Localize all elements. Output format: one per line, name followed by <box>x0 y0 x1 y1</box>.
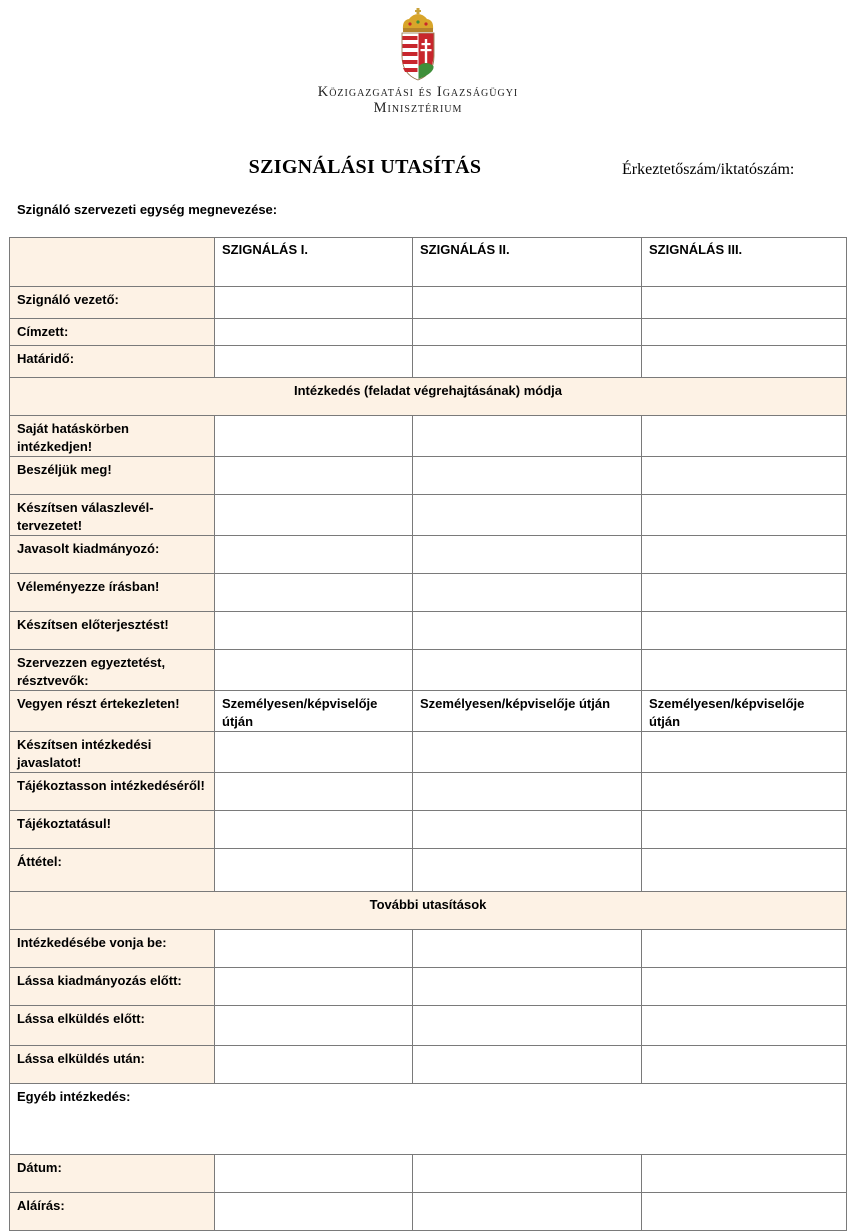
form-cell[interactable] <box>215 968 413 1006</box>
document-title: SZIGNÁLÁSI UTASÍTÁS <box>248 156 482 178</box>
form-cell[interactable] <box>215 416 413 457</box>
form-cell[interactable] <box>413 287 642 319</box>
coat-of-arms-logo <box>398 8 438 82</box>
form-cell[interactable] <box>642 612 847 650</box>
form-row <box>10 1046 847 1084</box>
row-label: Tájékoztasson intézkedéséről! <box>10 773 215 811</box>
form-cell[interactable] <box>413 968 642 1006</box>
form-cell[interactable] <box>413 346 642 378</box>
ministry-name <box>240 84 596 116</box>
form-cell[interactable] <box>642 416 847 457</box>
row-label: Szignáló vezető: <box>10 287 215 319</box>
row-label: Dátum: <box>10 1155 215 1193</box>
form-row <box>10 536 847 574</box>
form-cell[interactable] <box>413 319 642 346</box>
row-label: Határidő: <box>10 346 215 378</box>
section-heading-action-mode: Intézkedés (feladat végrehajtásának) módja <box>10 378 847 416</box>
form-row <box>10 416 847 457</box>
form-cell[interactable] <box>215 650 413 691</box>
form-cell[interactable] <box>642 1006 847 1046</box>
form-cell[interactable] <box>642 650 847 691</box>
form-cell[interactable] <box>413 1046 642 1084</box>
row-label: Intézkedésébe vonja be: <box>10 930 215 968</box>
registration-number-label: Érkeztetőszám/iktatószám: <box>622 161 795 178</box>
form-cell[interactable] <box>413 612 642 650</box>
form-cell[interactable] <box>413 495 642 536</box>
form-cell[interactable] <box>215 732 413 773</box>
form-header-row <box>10 238 847 287</box>
form-cell[interactable] <box>215 612 413 650</box>
form-row <box>10 732 847 773</box>
ministry-name-line1: Közigazgatási és Igazságügyi <box>317 84 519 100</box>
form-row <box>10 1193 847 1231</box>
form-cell[interactable] <box>642 319 847 346</box>
form-cell[interactable] <box>642 773 847 811</box>
row-label: Készítsen válaszlevél-tervezetet! <box>10 495 215 536</box>
form-cell[interactable] <box>642 1046 847 1084</box>
form-row <box>10 346 847 378</box>
section-row <box>10 892 847 930</box>
row-label: Lássa kiadmányozás előtt: <box>10 968 215 1006</box>
form-cell[interactable] <box>413 811 642 849</box>
form-cell[interactable] <box>215 346 413 378</box>
form-cell[interactable] <box>642 346 847 378</box>
form-row <box>10 319 847 346</box>
form-cell[interactable] <box>413 732 642 773</box>
row-label: Aláírás: <box>10 1193 215 1231</box>
signature-cell[interactable] <box>413 1193 642 1231</box>
form-row <box>10 1155 847 1193</box>
crown-icon <box>403 8 433 32</box>
row-label: Lássa elküldés után: <box>10 1046 215 1084</box>
shield-icon <box>402 33 434 80</box>
form-row <box>10 287 847 319</box>
row-label: Áttétel: <box>10 849 215 892</box>
form-row <box>10 1006 847 1046</box>
form-cell[interactable] <box>215 574 413 612</box>
form-row <box>10 457 847 495</box>
date-cell[interactable] <box>413 1155 642 1193</box>
form-cell[interactable] <box>215 1006 413 1046</box>
row-label: Vegyen részt értekezleten! <box>10 691 215 732</box>
form-cell[interactable] <box>215 287 413 319</box>
form-cell[interactable] <box>642 495 847 536</box>
form-cell[interactable] <box>642 732 847 773</box>
form-row <box>10 968 847 1006</box>
form-cell[interactable] <box>413 1006 642 1046</box>
column-header-2: SZIGNÁLÁS II. <box>413 238 642 287</box>
form-cell[interactable] <box>413 650 642 691</box>
form-row <box>10 495 847 536</box>
row-label: Tájékoztatásul! <box>10 811 215 849</box>
meeting-option-3[interactable]: Személyesen/képviselője útján <box>642 691 847 732</box>
row-label: Készítsen intézkedési javaslatot! <box>10 732 215 773</box>
form-cell[interactable] <box>215 773 413 811</box>
form-row <box>10 612 847 650</box>
form-cell[interactable] <box>215 319 413 346</box>
form-cell[interactable] <box>413 416 642 457</box>
form-cell[interactable] <box>413 457 642 495</box>
form-cell[interactable] <box>642 849 847 892</box>
form-cell[interactable] <box>413 536 642 574</box>
other-action-row <box>10 1084 847 1155</box>
column-header-1: SZIGNÁLÁS I. <box>215 238 413 287</box>
form-cell[interactable] <box>215 849 413 892</box>
ministry-name-line2: Minisztérium <box>373 100 463 116</box>
row-label: Beszéljük meg! <box>10 457 215 495</box>
header-corner-cell <box>10 238 215 287</box>
form-row <box>10 811 847 849</box>
form-row <box>10 849 847 892</box>
form-row <box>10 691 847 732</box>
form-cell[interactable] <box>215 495 413 536</box>
form-cell[interactable] <box>215 1046 413 1084</box>
form-cell[interactable] <box>642 536 847 574</box>
form-cell[interactable] <box>642 287 847 319</box>
section-row <box>10 378 847 416</box>
form-cell[interactable] <box>642 968 847 1006</box>
form-cell[interactable] <box>215 536 413 574</box>
form-cell[interactable] <box>215 811 413 849</box>
other-action-field[interactable]: Egyéb intézkedés: <box>10 1084 847 1155</box>
date-cell[interactable] <box>215 1155 413 1193</box>
assigning-unit-label: Szignáló szervezeti egység megnevezése: <box>17 202 278 217</box>
form-cell[interactable] <box>642 457 847 495</box>
assignment-form-table <box>9 237 847 1231</box>
form-cell[interactable] <box>642 574 847 612</box>
meeting-option-1[interactable]: Személyesen/képviselője útján <box>215 691 413 732</box>
row-label: Készítsen előterjesztést! <box>10 612 215 650</box>
form-cell[interactable] <box>215 457 413 495</box>
row-label: Szervezzen egyeztetést, résztvevők: <box>10 650 215 691</box>
date-cell[interactable] <box>642 1155 847 1193</box>
form-cell[interactable] <box>215 930 413 968</box>
row-label: Saját hatáskörben intézkedjen! <box>10 416 215 457</box>
form-cell[interactable] <box>413 773 642 811</box>
section-heading-further-instructions: További utasítások <box>10 892 847 930</box>
form-cell[interactable] <box>413 849 642 892</box>
form-cell[interactable] <box>642 811 847 849</box>
row-label: Lássa elküldés előtt: <box>10 1006 215 1046</box>
form-row <box>10 773 847 811</box>
form-row <box>10 650 847 691</box>
form-row <box>10 574 847 612</box>
meeting-option-2[interactable]: Személyesen/képviselője útján <box>413 691 642 732</box>
row-label: Javasolt kiadmányozó: <box>10 536 215 574</box>
signature-cell[interactable] <box>642 1193 847 1231</box>
row-label: Véleményezze írásban! <box>10 574 215 612</box>
signature-cell[interactable] <box>215 1193 413 1231</box>
form-cell[interactable] <box>413 574 642 612</box>
row-label: Címzett: <box>10 319 215 346</box>
form-row <box>10 930 847 968</box>
column-header-3: SZIGNÁLÁS III. <box>642 238 847 287</box>
form-cell[interactable] <box>642 930 847 968</box>
form-cell[interactable] <box>413 930 642 968</box>
